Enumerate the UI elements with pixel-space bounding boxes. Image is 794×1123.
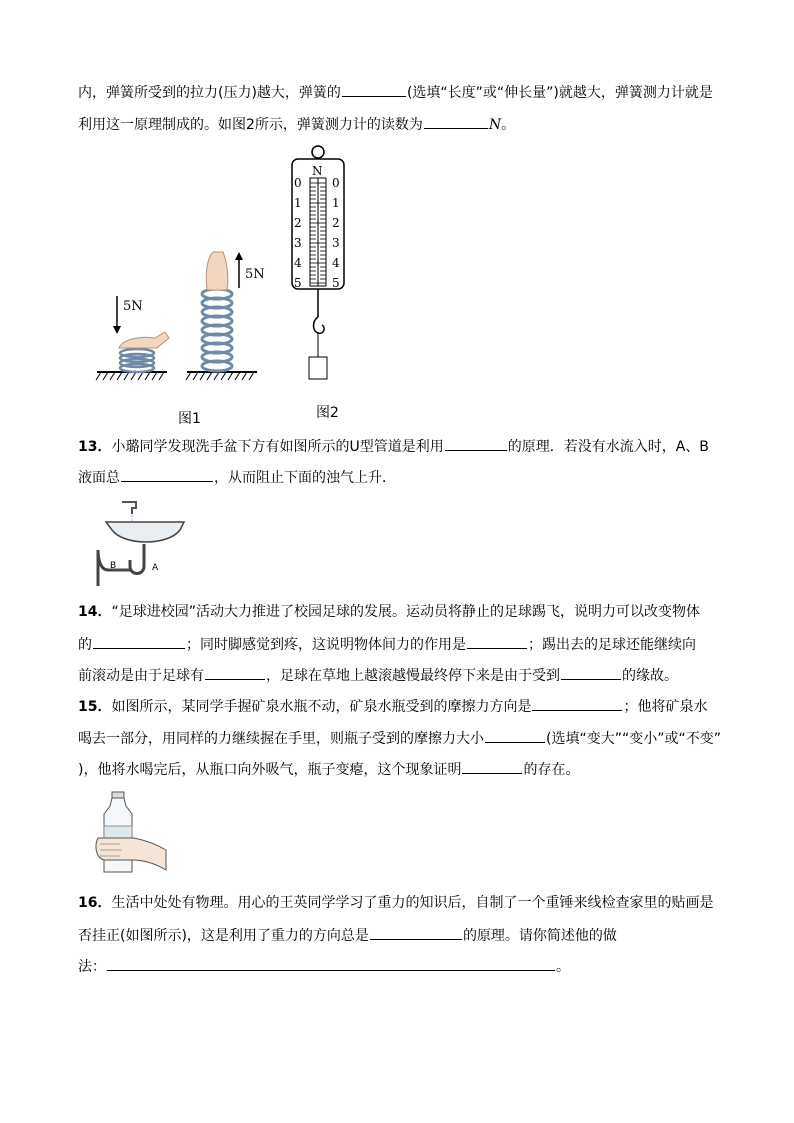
force-up-label: 5N [245, 267, 265, 282]
q12-text-1a: 内，弹簧所受到的拉力(压力)越大，弹簧的 [78, 85, 341, 101]
scale-right-5: 5 [332, 276, 340, 290]
q14-line-2 [78, 634, 696, 655]
label-a: A [152, 563, 159, 573]
scale-hook [314, 317, 325, 333]
q15-blank-2[interactable] [485, 728, 545, 743]
scale-left-2: 2 [294, 216, 302, 230]
q14-text-2c: ；踢出去的足球还能继续向 [528, 637, 696, 653]
q14-text-3c: 的缘故。 [622, 668, 678, 684]
scale-numbers-right [332, 176, 340, 290]
q16-text-2b: 的原理。请你简述他的做 [462, 928, 617, 944]
q14-text-2b: ；同时脚感觉到疼，这说明物体间力的作用是 [186, 637, 466, 653]
q14-text-3b: ，足球在草地上越滚越慢最终停下来是由于受到 [266, 668, 560, 684]
q15-line-2 [78, 728, 721, 749]
q15-blank-1[interactable] [532, 696, 622, 711]
q15-text-3a: )，他将水喝完后，从瓶口向外吸气，瓶子变瘪，这个现象证明 [78, 762, 462, 778]
q14-text-3a: 前滚动是由于足球有 [78, 668, 204, 684]
q13-line-2 [78, 467, 396, 488]
q15-line-1 [78, 696, 707, 717]
figure-water-bottle [90, 790, 170, 880]
hand-pulling [206, 252, 228, 290]
q14-text-2a: 的 [78, 637, 92, 653]
label-b: B [110, 561, 117, 571]
scale-right-4: 4 [332, 256, 340, 270]
u-pipe-right [130, 544, 144, 574]
q16-text-3a: 法： [78, 959, 106, 975]
q15-text-1a: 如图所示，某同学手握矿泉水瓶不动，矿泉水瓶受到的摩擦力方向是 [111, 699, 532, 715]
q12-text-2a: 利用这一原理制成的。如图2所示，弹簧测力计的读数为 [78, 117, 423, 133]
q12-blank-2[interactable] [424, 114, 488, 129]
q13-blank-1[interactable] [445, 436, 507, 451]
q15-blank-3[interactable] [462, 759, 522, 774]
u-pipe-left [98, 550, 108, 586]
hand-pressing [119, 332, 169, 348]
scale-unit-label: N [312, 164, 323, 178]
scale-left-5: 5 [294, 276, 302, 290]
force-down-arrowhead [113, 326, 121, 334]
q14-line-3 [78, 665, 678, 686]
q12-line-1 [78, 82, 713, 103]
scale-numbers-left [294, 176, 302, 290]
q15-text-1b: ；他将矿泉水 [623, 699, 708, 715]
figure-washbasin-u-tube [88, 500, 188, 586]
q13-text-2b: ，从而阻止下面的浊气上升． [214, 470, 396, 486]
faucet [122, 502, 136, 514]
scale-top-ring [312, 146, 324, 158]
compressed-spring [120, 349, 154, 372]
force-up-arrowhead [235, 252, 243, 260]
scale-left-0: 0 [294, 176, 302, 190]
q16-text-3b: 。 [556, 959, 570, 975]
q12-blank-1[interactable] [342, 82, 406, 97]
q15-line-3 [78, 759, 579, 780]
q14-blank-2[interactable] [467, 634, 527, 649]
stretched-spring [202, 289, 232, 371]
hanging-weight [309, 357, 327, 379]
figure-1-springs [95, 248, 265, 388]
q14-blank-4[interactable] [561, 665, 621, 680]
ground-left-hatch [96, 372, 164, 380]
q16-blank-1[interactable] [370, 925, 462, 940]
q16-number: 16． [78, 895, 112, 911]
q13-blank-2[interactable] [121, 467, 213, 482]
q13-line-1 [78, 436, 709, 457]
q15-text-3b: 的存在。 [523, 762, 580, 778]
q14-number: 14． [78, 604, 112, 620]
scale-right-0: 0 [332, 176, 340, 190]
scale-left-1: 1 [294, 196, 302, 210]
q15-number: 15． [78, 699, 112, 715]
q14-text-1: “足球进校园”活动大力推进了校园足球的发展。运动员将静止的足球踢飞，说明力可以改变物体 [111, 604, 700, 620]
q14-line-1 [78, 602, 700, 622]
q12-line-2 [78, 114, 515, 135]
figure-2-caption: 图2 [316, 405, 339, 421]
q16-line-2 [78, 925, 617, 946]
q12-text-2end: 。 [501, 117, 516, 133]
scale-left-4: 4 [294, 256, 302, 270]
q12-text-1b: (选填“长度”或“伸长量”)就越大，弹簧测力计就是 [406, 85, 713, 101]
scale-right-3: 3 [332, 236, 340, 250]
ground-right-hatch [186, 372, 254, 380]
q16-blank-2[interactable] [107, 956, 555, 971]
figure-1-caption: 图1 [178, 411, 201, 427]
q16-line-1 [78, 893, 713, 913]
scale-left-3: 3 [294, 236, 302, 250]
q13-number: 13． [78, 439, 112, 455]
q16-text-2a: 否挂正(如图所示)，这是利用了重力的方向总是 [78, 928, 369, 944]
q13-text-1b: 的原理．若没有水流入时，A、B [507, 439, 709, 455]
scale-right-1: 1 [332, 196, 340, 210]
basin [106, 522, 184, 542]
q14-blank-3[interactable] [205, 665, 265, 680]
q13-text-2a: 液面总 [78, 470, 120, 486]
q15-text-2a: 喝去一部分，用同样的力继续握在手里，则瓶子受到的摩擦力大小 [78, 731, 484, 747]
force-down-label: 5N [123, 299, 143, 314]
bottle-cap [112, 792, 124, 798]
q12-unit: N [488, 117, 502, 133]
q15-text-2b: (选填“变大”“变小”或“不变” [546, 731, 721, 747]
q13-text-1a: 小璐同学发现洗手盆下方有如图所示的U型管道是利用 [111, 439, 444, 455]
q16-line-3 [78, 956, 570, 977]
scale-right-2: 2 [332, 216, 340, 230]
q16-text-1: 生活中处处有物理。用心的王英同学学习了重力的知识后，自制了一个重锤来线检查家里的贴画是 [111, 895, 714, 911]
figure-2-spring-scale [288, 145, 358, 385]
q14-blank-1[interactable] [93, 634, 185, 649]
